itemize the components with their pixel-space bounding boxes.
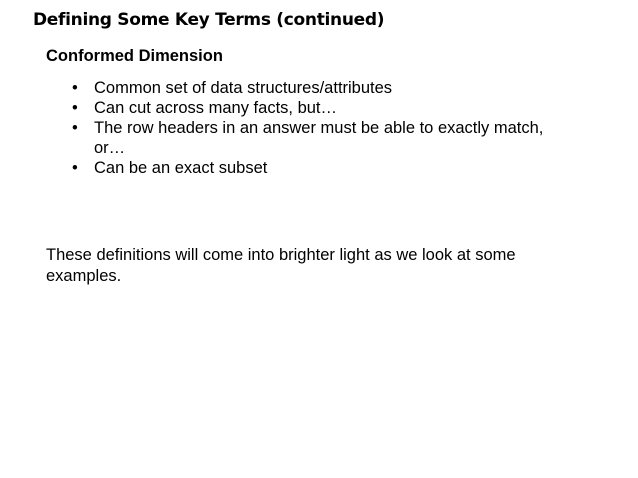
bullet-text: Can cut across many facts, but…: [94, 99, 338, 117]
bullet-icon: •: [72, 79, 78, 97]
closing-paragraph: These definitions will come into brighter light as we look at some examples.: [46, 246, 516, 285]
list-item: [72, 118, 572, 158]
list-item: [72, 78, 572, 98]
bullet-icon: •: [72, 159, 78, 177]
slide-title: Defining Some Key Terms (continued): [33, 10, 385, 30]
section-heading: Conformed Dimension: [46, 47, 223, 65]
bullet-text: Can be an exact subset: [94, 159, 268, 177]
bullet-list: [72, 78, 572, 178]
list-item: [72, 98, 572, 118]
bullet-icon: •: [72, 119, 78, 137]
bullet-icon: •: [72, 99, 78, 117]
bullet-text: Common set of data structures/attributes: [94, 79, 393, 97]
list-item: [72, 158, 572, 178]
bullet-text: The row headers in an answer must be able to exactly match, or…: [94, 119, 544, 157]
